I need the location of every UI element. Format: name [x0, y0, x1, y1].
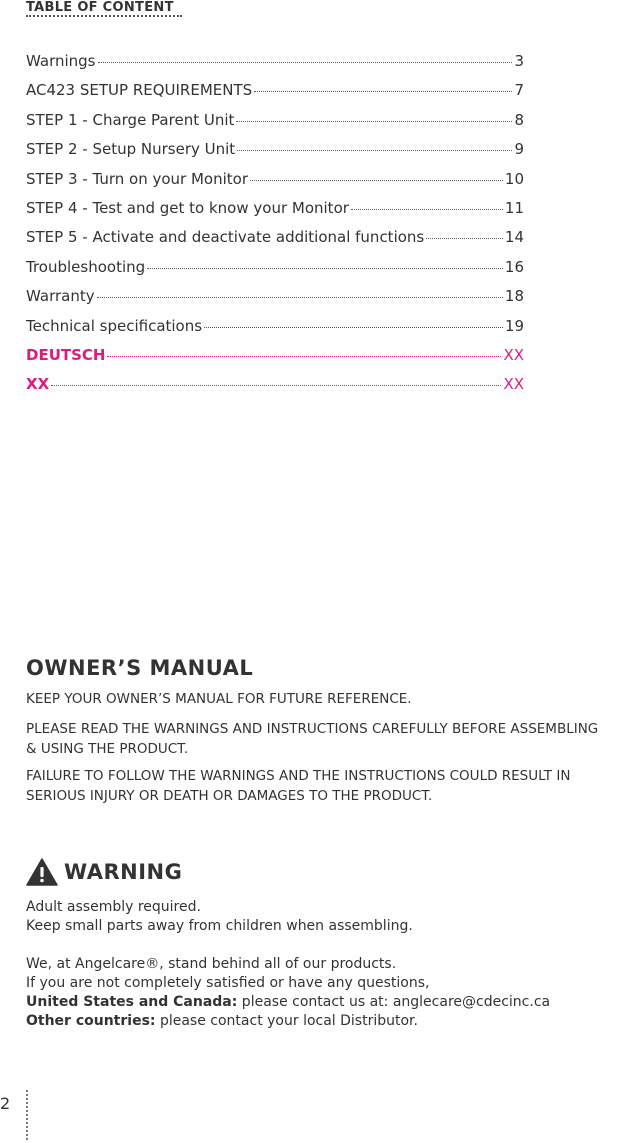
toc-leader: [107, 356, 501, 357]
toc-item-step-3[interactable]: [26, 170, 524, 199]
toc-leader: [98, 62, 513, 63]
toc-item-page: 3: [514, 52, 524, 70]
toc-item-warnings[interactable]: [26, 52, 524, 81]
toc-item-label: XX: [26, 375, 50, 394]
toc-item-step-2[interactable]: [26, 140, 524, 169]
toc-item-setup-requirements[interactable]: [26, 81, 524, 110]
toc-leader: [426, 238, 503, 239]
owners-manual-failure-text: FAILURE TO FOLLOW THE WARNINGS AND THE INSTRUCTIONS COULD RESULT IN SERIOUS INJURY OR DEATH OR DAMAGES TO THE PRODUCT.: [26, 768, 571, 804]
toc-item-page: 18: [504, 287, 524, 306]
toc-item-step-1[interactable]: [26, 111, 524, 140]
contact-us-canada: [26, 993, 626, 1013]
toc-leader: [250, 180, 503, 181]
toc-item-step-4[interactable]: [26, 199, 524, 228]
warning-line-3: We, at Angelcare®, stand behind all of our products.: [26, 956, 397, 972]
toc-item-page: 9: [514, 140, 524, 159]
toc-item-label: STEP 5 - Activate and deactivate additional functions: [26, 228, 425, 247]
toc-leader: [254, 91, 512, 92]
toc-leader: [351, 209, 503, 210]
owners-manual-keep-text: KEEP YOUR OWNER’S MANUAL FOR FUTURE REFERENCE.: [26, 691, 412, 707]
toc-item-label: STEP 4 - Test and get to know your Monitor: [26, 198, 349, 217]
toc-item-page: XX: [503, 345, 524, 364]
warning-line-4: If you are not completely satisfied or have any questions,: [26, 975, 430, 991]
contact-other-countries: [26, 1012, 626, 1032]
toc-leader: [51, 385, 501, 386]
toc-item-label: Warnings: [26, 52, 96, 70]
contact-other-label: Other countries:: [26, 1013, 156, 1029]
toc-leader: [97, 297, 503, 298]
toc-item-label: STEP 3 - Turn on your Monitor: [26, 169, 249, 188]
warning-triangle-icon: [26, 858, 58, 886]
toc-item-page: 19: [504, 316, 524, 335]
toc-title: TABLE OF CONTENT: [26, 0, 174, 15]
warning-line-1: Adult assembly required.: [26, 899, 201, 915]
toc-leader: [147, 268, 503, 269]
page-number: 2: [0, 1094, 11, 1113]
warning-title: WARNING: [64, 860, 183, 884]
toc-item-page: 11: [504, 198, 524, 217]
toc-item-page: 14: [504, 228, 524, 247]
warning-line-2: Keep small parts away from children when assembling.: [26, 918, 413, 934]
toc-item-page: 7: [514, 81, 524, 100]
owners-manual-title: OWNER’S MANUAL: [26, 656, 254, 680]
contact-us-canada-text: please contact us at: anglecare@cdecinc.ca: [237, 994, 551, 1010]
toc-leader: [236, 121, 512, 122]
toc-item-xx[interactable]: [26, 375, 524, 404]
toc-leader: [237, 150, 512, 151]
contact-other-text: please contact your local Distributor.: [155, 1013, 418, 1029]
toc-item-page: XX: [503, 375, 524, 394]
toc-title-divider: [26, 15, 182, 17]
toc-item-label: Troubleshooting: [26, 257, 146, 276]
toc-item-page: 16: [504, 257, 524, 276]
toc-item-warranty[interactable]: [26, 287, 524, 316]
table-of-contents: [26, 52, 524, 405]
page-margin-divider: [26, 1090, 28, 1140]
toc-item-page: 10: [504, 169, 524, 188]
toc-item-label: DEUTSCH: [26, 345, 106, 364]
toc-item-page: 8: [514, 110, 524, 129]
toc-item-technical-specifications[interactable]: [26, 317, 524, 346]
contact-us-canada-label: United States and Canada:: [26, 994, 238, 1010]
toc-item-step-5[interactable]: [26, 228, 524, 257]
toc-item-troubleshooting[interactable]: [26, 258, 524, 287]
owners-manual-read-text: PLEASE READ THE WARNINGS AND INSTRUCTIONS CAREFULLY BEFORE ASSEMBLING & USING THE PRODUCT.: [26, 721, 599, 757]
toc-item-label: STEP 1 - Charge Parent Unit: [26, 110, 235, 129]
toc-item-label: STEP 2 - Setup Nursery Unit: [26, 140, 236, 159]
toc-item-label: AC423 SETUP REQUIREMENTS: [26, 81, 253, 100]
warning-header: [26, 858, 182, 886]
toc-item-deutsch[interactable]: [26, 346, 524, 375]
toc-item-label: Warranty: [26, 287, 95, 306]
toc-item-label: Technical specifications: [26, 316, 203, 335]
toc-leader: [204, 327, 503, 328]
